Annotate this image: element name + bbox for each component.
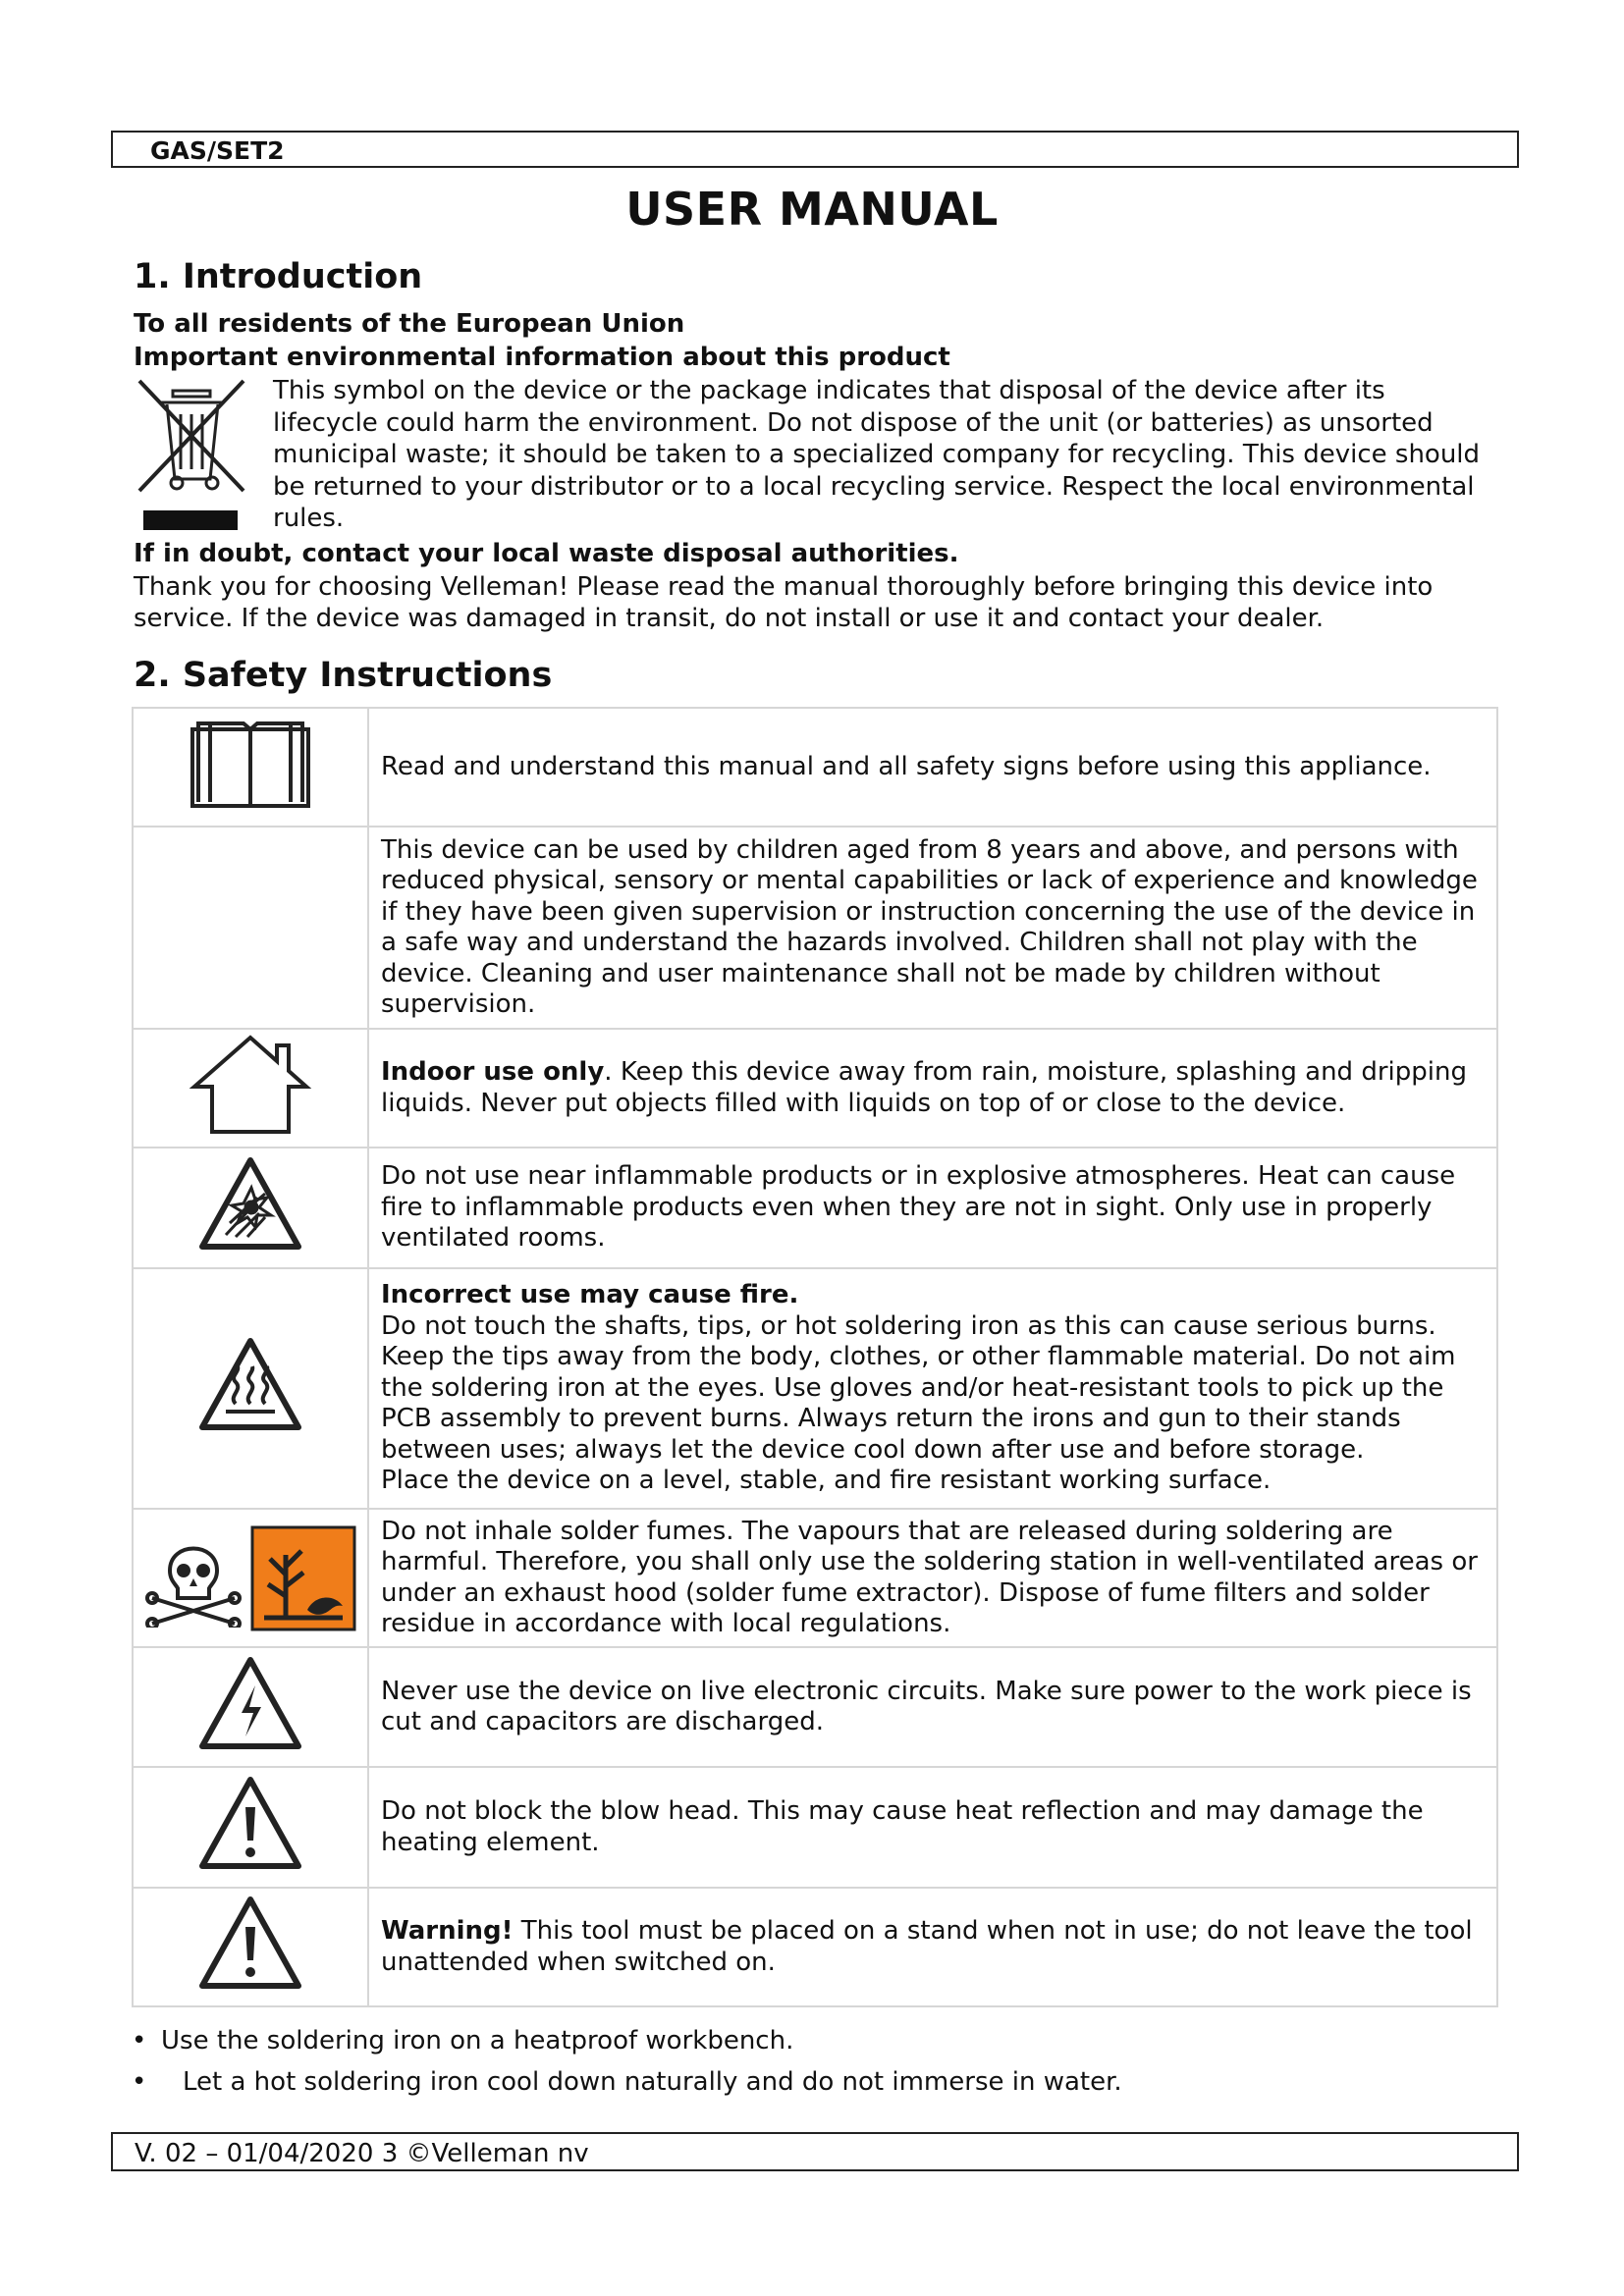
text-cell (368, 1029, 1497, 1148)
general-warning-icon (196, 1894, 304, 1992)
electric-shock-warning-icon (196, 1654, 304, 1752)
safety-row (133, 1029, 1497, 1148)
icon-cell-empty (133, 827, 368, 1029)
doubt-line: If in doubt, contact your local waste disposal authorities. (134, 539, 959, 568)
safety-heading: 2. Safety Instructions (134, 656, 553, 695)
text-cell (368, 1647, 1497, 1767)
safety-row (133, 1647, 1497, 1767)
icon-cell (133, 708, 368, 827)
general-warning-icon (196, 1774, 304, 1872)
icon-cell (133, 1509, 368, 1647)
bullet-list (132, 2020, 1122, 2103)
list-item (132, 2020, 1122, 2061)
safety-text: Do not use near inflammable products or in explosive atmospheres. Heat can cause fire to inflammable products even when they are not in sight. Only use in properly ventilated rooms. (381, 1161, 1456, 1254)
bullet-icon: • (132, 2067, 147, 2097)
env-line: Important environmental information about this product (134, 343, 950, 372)
icon-cell (133, 1647, 368, 1767)
safety-text: Never use the device on live electronic circuits. Make sure power to the work piece is cut and capacitors are discharged. (381, 1676, 1472, 1736)
indoor-house-icon (187, 1030, 314, 1138)
safety-row (133, 1888, 1497, 2006)
skull-crossbones-icon (144, 1529, 243, 1628)
safety-extra: Place the device on a level, stable, and fire resistant working surface. (381, 1466, 1272, 1496)
icon-cell (133, 1888, 368, 2006)
safety-text: Do not block the blow head. This may cause heat reflection and may damage the heating element. (381, 1796, 1424, 1857)
bullet-text: Let a hot soldering iron cool down naturally and do not immerse in water. (183, 2067, 1122, 2097)
safety-lead: Indoor use only (381, 1057, 605, 1087)
safety-text (381, 1057, 1485, 1119)
safety-lead: Incorrect use may cause fire. (381, 1280, 799, 1310)
page-title: USER MANUAL (625, 183, 999, 236)
safety-text (381, 1916, 1485, 1978)
icon-cell (133, 1148, 368, 1268)
safety-row (133, 1148, 1497, 1268)
document-footer (111, 2132, 1519, 2171)
eu-line: To all residents of the European Union (134, 309, 685, 339)
safety-row (133, 827, 1497, 1029)
environment-hazard-icon (250, 1525, 356, 1631)
text-cell (368, 1509, 1497, 1647)
hot-surface-warning-icon (196, 1335, 304, 1433)
thanks-text: Thank you for choosing Velleman! Please read the manual thoroughly before bringing this device into service. If the device was damaged in transit, do not install or use it and contact your dealer. (134, 572, 1434, 633)
text-cell (368, 1268, 1497, 1509)
text-cell (368, 827, 1497, 1029)
text-cell (368, 1888, 1497, 2006)
weee-text: This symbol on the device or the package indicates that disposal of the device after its lifecycle could harm the environment. Do not dispose of the unit (or batteries) as unsorted municipal waste; it should be taken to a specialized company for recycling. This device should be returned to your distributor or to a local recycling service. Respect the local environmental rules. (273, 376, 1481, 533)
safety-row (133, 1509, 1497, 1647)
footer-text: V. 02 – 01/04/2020 3 ©Velleman nv (135, 2139, 589, 2168)
weee-bin-icon (134, 375, 249, 532)
safety-table (132, 707, 1498, 2007)
product-code: GAS/SET2 (150, 136, 285, 165)
icon-cell (133, 1029, 368, 1148)
list-item (132, 2061, 1122, 2103)
intro-heading: 1. Introduction (134, 257, 423, 296)
safety-text: Read and understand this manual and all safety signs before using this appliance. (381, 751, 1432, 781)
icon-cell (133, 1268, 368, 1509)
icon-cell (133, 1767, 368, 1888)
text-cell (368, 708, 1497, 827)
bullet-icon: • (132, 2026, 147, 2056)
safety-text: Do not touch the shafts, tips, or hot soldering iron as this can cause serious burns. Keep the tips away from the body, clothes, or other flammable material. Do not aim the soldering iron at the eyes. Use gloves and/or heat-resistant tools to pick up the PCB assembly to prevent burns. Always return the irons and gun to their stands between uses; always let the device cool down after use and before storage. (381, 1310, 1456, 1465)
safety-body: . Keep this device away from rain, moisture, splashing and dripping liquids. Never put objects filled with liquids on top of or close to the device. (381, 1057, 1467, 1118)
safety-text: This device can be used by children aged from 8 years and above, and persons with reduced physical, sensory or mental capabilities or lack of experience and knowledge if they have been given supervision or instruction concerning the use of the device in a safe way and understand the hazards involved. Children shall not play with the device. Cleaning and user maintenance shall not be made by children without supervision. (381, 834, 1478, 1019)
safety-row (133, 1268, 1497, 1509)
bullet-text: Use the soldering iron on a heatproof workbench. (161, 2026, 794, 2056)
document-header (111, 131, 1519, 168)
manual-book-icon (187, 714, 314, 812)
safety-lead: Warning! (381, 1916, 514, 1946)
text-cell (368, 1148, 1497, 1268)
safety-row (133, 708, 1497, 827)
safety-text: Do not inhale solder fumes. The vapours that are released during soldering are harmful. Therefore, you shall only use the soldering station in well-ventilated areas or under an exhaust hood (solder fume extractor). Dispose of fume filters and solder residue in accordance with local regulations. (381, 1516, 1478, 1638)
text-cell (368, 1767, 1497, 1888)
safety-body: This tool must be placed on a stand when not in use; do not leave the tool unattended when switched on. (381, 1916, 1473, 1977)
explosive-warning-icon (196, 1154, 304, 1253)
safety-row (133, 1767, 1497, 1888)
